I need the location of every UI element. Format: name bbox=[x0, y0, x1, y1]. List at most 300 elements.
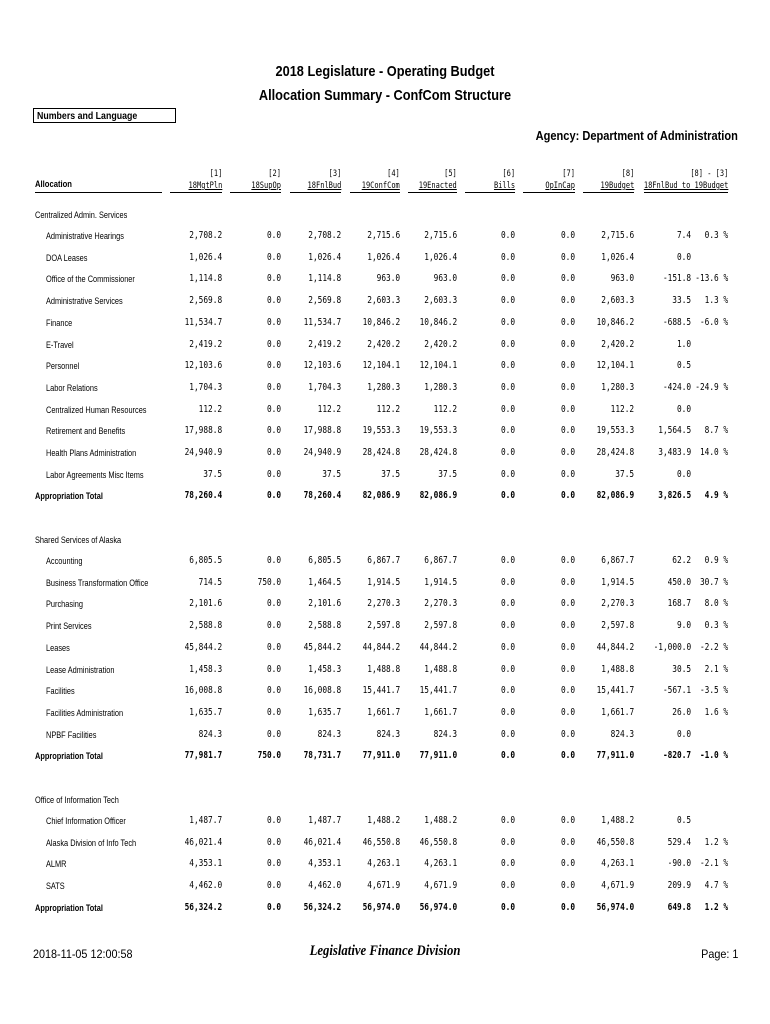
cell-value: 2,597.8 bbox=[367, 620, 400, 632]
table-row bbox=[0, 554, 770, 568]
cell-value: 2,715.6 bbox=[367, 230, 400, 241]
appropriation-total-row-label: Appropriation Total bbox=[35, 751, 103, 762]
cell-value: 12,104.1 bbox=[419, 360, 457, 372]
cell-value: 1,661.7 bbox=[601, 706, 634, 718]
cell-value: 0.0 bbox=[500, 706, 515, 718]
table-row bbox=[0, 294, 770, 308]
table-row bbox=[0, 728, 770, 742]
cell-value: 10,846.2 bbox=[362, 316, 400, 328]
cell-value: 0.0 bbox=[560, 425, 575, 437]
cell-value: 0.0 bbox=[500, 555, 515, 566]
cell-value: 1,914.5 bbox=[367, 576, 400, 588]
cell-value: 2,270.3 bbox=[424, 598, 457, 610]
column-header-number: [6] bbox=[502, 169, 515, 179]
table-row bbox=[0, 251, 770, 265]
table-row-label: Labor Agreements Misc Items bbox=[46, 469, 144, 480]
cell-value: 2.1 % bbox=[704, 663, 728, 675]
cell-value: -567.1 bbox=[662, 685, 691, 697]
cell-value: 44,844.2 bbox=[362, 641, 400, 653]
cell-value: 0.5 bbox=[676, 815, 691, 826]
cell-value: 0.0 bbox=[500, 360, 515, 372]
cell-value: 0.0 bbox=[266, 901, 281, 913]
cell-value: 12,104.1 bbox=[596, 360, 634, 372]
cell-value: 2,603.3 bbox=[424, 295, 457, 307]
cell-value: 24,940.9 bbox=[184, 447, 222, 458]
section-heading bbox=[0, 208, 770, 222]
table-row-label: Facilities bbox=[46, 686, 75, 697]
cell-value: 963.0 bbox=[610, 273, 634, 285]
cell-value: 0.0 bbox=[266, 230, 281, 241]
cell-value: 2,420.2 bbox=[601, 338, 634, 350]
agency-label: Agency: Department of Administration bbox=[535, 128, 738, 143]
cell-value: 0.0 bbox=[500, 381, 515, 393]
cell-value: 0.0 bbox=[266, 728, 281, 740]
cell-value: 19,553.3 bbox=[596, 425, 634, 437]
cell-value: 7.4 bbox=[676, 230, 691, 241]
header-rule bbox=[465, 192, 515, 193]
cell-value: -1.0 % bbox=[699, 750, 728, 762]
cell-value: 46,550.8 bbox=[596, 836, 634, 848]
table-row bbox=[0, 359, 770, 373]
column-header bbox=[494, 168, 515, 192]
cell-value: 4,353.1 bbox=[189, 858, 222, 870]
column-header bbox=[419, 168, 457, 192]
appropriation-total-row-label: Appropriation Total bbox=[35, 491, 103, 502]
table-row-label: Labor Relations bbox=[46, 382, 98, 393]
cell-value: 1,564.5 bbox=[658, 425, 691, 437]
cell-value: 0.0 bbox=[500, 728, 515, 740]
table-row bbox=[0, 641, 770, 655]
appropriation-total-row bbox=[0, 489, 770, 503]
cell-value: 78,260.4 bbox=[303, 490, 341, 502]
table-row-label: Office of the Commissioner bbox=[46, 274, 135, 285]
cell-value: 0.9 % bbox=[704, 555, 728, 566]
cell-value: 0.0 bbox=[500, 447, 515, 458]
cell-value: 78,731.7 bbox=[303, 750, 341, 762]
table-row-label: Business Transformation Office bbox=[46, 577, 149, 588]
cell-value: 2,708.2 bbox=[189, 230, 222, 241]
table-row bbox=[0, 814, 770, 828]
table-row bbox=[0, 706, 770, 720]
cell-value: 0.0 bbox=[266, 360, 281, 372]
cell-value: 1,704.3 bbox=[189, 381, 222, 393]
cell-value: 0.0 bbox=[266, 490, 281, 502]
cell-value: 2,603.3 bbox=[367, 295, 400, 307]
cell-value: 2,597.8 bbox=[601, 620, 634, 632]
cell-value: 1.3 % bbox=[704, 295, 728, 307]
table-row bbox=[0, 857, 770, 871]
cell-value: 78,260.4 bbox=[184, 490, 222, 502]
cell-value: 0.0 bbox=[266, 685, 281, 697]
cell-value: 209.9 bbox=[667, 880, 691, 892]
table-row-label: Facilities Administration bbox=[46, 707, 124, 718]
cell-value: 11,534.7 bbox=[184, 316, 222, 328]
cell-value: 2,420.2 bbox=[424, 338, 457, 350]
cell-value: 4.7 % bbox=[704, 880, 728, 892]
cell-value: 0.0 bbox=[500, 858, 515, 870]
cell-value: 0.0 bbox=[266, 706, 281, 718]
cell-value: 26.0 bbox=[672, 706, 691, 718]
cell-value: 0.3 % bbox=[704, 620, 728, 632]
cell-value: -424.0 bbox=[662, 381, 691, 393]
cell-value: 33.5 bbox=[672, 295, 691, 307]
cell-value: 0.0 bbox=[500, 620, 515, 632]
cell-value: 0.0 bbox=[500, 425, 515, 437]
cell-value: 1,488.2 bbox=[424, 815, 457, 826]
cell-value: 0.0 bbox=[560, 555, 575, 566]
column-header-number: [8] bbox=[621, 169, 634, 179]
cell-value: 37.5 bbox=[615, 468, 634, 480]
cell-value: 46,021.4 bbox=[184, 836, 222, 848]
cell-value: 0.0 bbox=[266, 555, 281, 566]
cell-value: 6,805.5 bbox=[189, 555, 222, 566]
cell-value: 2,419.2 bbox=[308, 338, 341, 350]
table-row-label: NPBF Facilities bbox=[46, 729, 97, 740]
cell-value: 0.0 bbox=[500, 273, 515, 285]
cell-value: 1,280.3 bbox=[367, 381, 400, 393]
cell-value: 0.0 bbox=[266, 880, 281, 892]
cell-value: 824.3 bbox=[198, 728, 222, 740]
cell-value: 0.0 bbox=[560, 447, 575, 458]
table-row bbox=[0, 272, 770, 286]
cell-value: 0.0 bbox=[560, 901, 575, 913]
cell-value: 4,353.1 bbox=[308, 858, 341, 870]
cell-value: 2,101.6 bbox=[189, 598, 222, 610]
column-header-number: [5] bbox=[444, 169, 457, 179]
section-heading-label: Office of Information Tech bbox=[35, 795, 119, 805]
cell-value: 0.0 bbox=[560, 706, 575, 718]
table-row-label: Alaska Division of Info Tech bbox=[46, 837, 137, 848]
cell-value: 824.3 bbox=[610, 728, 634, 740]
cell-value: -820.7 bbox=[662, 750, 691, 762]
column-header-label: 19Budget bbox=[600, 181, 634, 191]
cell-value: 824.3 bbox=[376, 728, 400, 740]
cell-value: 0.0 bbox=[500, 251, 515, 263]
cell-value: 0.0 bbox=[266, 316, 281, 328]
table-row bbox=[0, 338, 770, 352]
cell-value: 0.0 bbox=[676, 468, 691, 480]
header-rule bbox=[230, 192, 281, 193]
table-row bbox=[0, 684, 770, 698]
cell-value: 56,974.0 bbox=[419, 901, 457, 913]
cell-value: 0.0 bbox=[560, 381, 575, 393]
table-row bbox=[0, 597, 770, 611]
cell-value: 15,441.7 bbox=[596, 685, 634, 697]
cell-value: 1,280.3 bbox=[424, 381, 457, 393]
cell-value: 0.0 bbox=[560, 836, 575, 848]
cell-value: 28,424.8 bbox=[596, 447, 634, 458]
cell-value: 1,704.3 bbox=[308, 381, 341, 393]
table-row bbox=[0, 879, 770, 893]
cell-value: 0.0 bbox=[500, 641, 515, 653]
cell-value: 2,715.6 bbox=[601, 230, 634, 241]
column-header bbox=[600, 168, 634, 192]
cell-value: 1,026.4 bbox=[424, 251, 457, 263]
column-header-number: [8] - [3] bbox=[689, 169, 728, 179]
header-rule bbox=[644, 192, 728, 193]
cell-value: -24.9 % bbox=[695, 381, 728, 393]
cell-value: 14.0 % bbox=[699, 447, 728, 458]
cell-value: 4.9 % bbox=[704, 490, 728, 502]
cell-value: 46,550.8 bbox=[362, 836, 400, 848]
cell-value: 0.0 bbox=[500, 468, 515, 480]
cell-value: 0.0 bbox=[560, 728, 575, 740]
cell-value: 0.0 bbox=[560, 576, 575, 588]
cell-value: 0.0 bbox=[560, 295, 575, 307]
column-header-label: 18FnlBud to 19Budget bbox=[643, 181, 728, 191]
column-header-label: 18SupOp bbox=[251, 181, 281, 191]
cell-value: 0.0 bbox=[500, 598, 515, 610]
cell-value: 824.3 bbox=[317, 728, 341, 740]
cell-value: 0.0 bbox=[266, 620, 281, 632]
cell-value: 0.0 bbox=[560, 815, 575, 826]
cell-value: 45,844.2 bbox=[184, 641, 222, 653]
cell-value: 1,488.8 bbox=[424, 663, 457, 675]
cell-value: 0.0 bbox=[266, 641, 281, 653]
header-rule bbox=[170, 192, 222, 193]
cell-value: -90.0 bbox=[667, 858, 691, 870]
cell-value: 4,671.9 bbox=[424, 880, 457, 892]
table-row-label: Leases bbox=[46, 642, 70, 653]
cell-value: 9.0 bbox=[676, 620, 691, 632]
cell-value: -6.0 % bbox=[699, 316, 728, 328]
cell-value: 77,911.0 bbox=[596, 750, 634, 762]
cell-value: 56,974.0 bbox=[362, 901, 400, 913]
table-row bbox=[0, 836, 770, 850]
cell-value: 0.0 bbox=[560, 490, 575, 502]
column-header bbox=[643, 168, 728, 192]
section-heading-label: Centralized Admin. Services bbox=[35, 210, 128, 220]
cell-value: 0.0 bbox=[500, 836, 515, 848]
cell-value: 714.5 bbox=[198, 576, 222, 588]
cell-value: 77,981.7 bbox=[184, 750, 222, 762]
cell-value: 1.0 bbox=[676, 338, 691, 350]
cell-value: 0.0 bbox=[266, 815, 281, 826]
header-rule bbox=[408, 192, 457, 193]
cell-value: 56,974.0 bbox=[596, 901, 634, 913]
cell-value: 2,708.2 bbox=[308, 230, 341, 241]
cell-value: 0.0 bbox=[676, 728, 691, 740]
cell-value: 2,715.6 bbox=[424, 230, 457, 241]
cell-value: 0.0 bbox=[676, 403, 691, 415]
cell-value: 0.0 bbox=[560, 230, 575, 241]
column-header-label: 18FnlBud bbox=[307, 181, 341, 191]
table-row-label: E-Travel bbox=[46, 339, 74, 350]
cell-value: 1,488.8 bbox=[601, 663, 634, 675]
cell-value: 8.7 % bbox=[704, 425, 728, 437]
cell-value: 112.2 bbox=[610, 403, 634, 415]
cell-value: 112.2 bbox=[376, 403, 400, 415]
cell-value: 0.0 bbox=[500, 663, 515, 675]
cell-value: 0.0 bbox=[266, 836, 281, 848]
cell-value: 0.0 bbox=[266, 338, 281, 350]
column-header bbox=[545, 168, 575, 192]
report-subtitle: Allocation Summary - ConfCom Structure bbox=[258, 87, 512, 104]
cell-value: 0.0 bbox=[676, 251, 691, 263]
cell-value: 1,487.7 bbox=[189, 815, 222, 826]
cell-value: 0.0 bbox=[266, 598, 281, 610]
cell-value: 4,462.0 bbox=[189, 880, 222, 892]
cell-value: -2.2 % bbox=[699, 641, 728, 653]
cell-value: 168.7 bbox=[667, 598, 691, 610]
cell-value: 0.0 bbox=[560, 360, 575, 372]
cell-value: 4,671.9 bbox=[601, 880, 634, 892]
column-header-label: 18MgtPln bbox=[188, 181, 222, 191]
appropriation-total-row bbox=[0, 901, 770, 915]
cell-value: 30.5 bbox=[672, 663, 691, 675]
cell-value: 19,553.3 bbox=[362, 425, 400, 437]
column-header-number: [1] bbox=[209, 169, 222, 179]
table-row-label: Health Plans Administration bbox=[46, 448, 137, 458]
table-row-label: Personnel bbox=[46, 361, 80, 372]
cell-value: 1,114.8 bbox=[189, 273, 222, 285]
table-row bbox=[0, 403, 770, 417]
table-row bbox=[0, 468, 770, 482]
cell-value: 3,826.5 bbox=[658, 490, 691, 502]
cell-value: 28,424.8 bbox=[419, 447, 457, 458]
cell-value: 0.0 bbox=[266, 295, 281, 307]
cell-value: -1,000.0 bbox=[653, 641, 691, 653]
cell-value: 750.0 bbox=[257, 750, 281, 762]
cell-value: 2,569.8 bbox=[189, 295, 222, 307]
column-header bbox=[188, 168, 222, 192]
table-row bbox=[0, 381, 770, 395]
cell-value: -2.1 % bbox=[699, 858, 728, 870]
cell-value: 0.0 bbox=[560, 880, 575, 892]
cell-value: 0.3 % bbox=[704, 230, 728, 241]
cell-value: 6,867.7 bbox=[367, 555, 400, 566]
cell-value: -13.6 % bbox=[695, 273, 728, 285]
cell-value: 0.0 bbox=[560, 251, 575, 263]
cell-value: 0.0 bbox=[500, 295, 515, 307]
column-header-label: 19ConfCom bbox=[361, 181, 400, 191]
cell-value: 1,026.4 bbox=[367, 251, 400, 263]
table-row-label: Accounting bbox=[46, 556, 83, 566]
table-row-label: Print Services bbox=[46, 621, 92, 632]
cell-value: 0.0 bbox=[560, 598, 575, 610]
section-heading bbox=[0, 533, 770, 547]
cell-value: 0.0 bbox=[500, 316, 515, 328]
cell-value: 46,021.4 bbox=[303, 836, 341, 848]
cell-value: 0.0 bbox=[266, 425, 281, 437]
cell-value: 10,846.2 bbox=[596, 316, 634, 328]
cell-value: 2,419.2 bbox=[189, 338, 222, 350]
table-row-label: Finance bbox=[46, 317, 73, 328]
cell-value: 0.0 bbox=[560, 468, 575, 480]
cell-value: 1,661.7 bbox=[424, 706, 457, 718]
cell-value: -151.8 bbox=[662, 273, 691, 285]
cell-value: 11,534.7 bbox=[303, 316, 341, 328]
cell-value: 19,553.3 bbox=[419, 425, 457, 437]
header-rule bbox=[35, 192, 162, 193]
cell-value: 44,844.2 bbox=[596, 641, 634, 653]
cell-value: 1.6 % bbox=[704, 706, 728, 718]
cell-value: 0.0 bbox=[266, 251, 281, 263]
cell-value: 649.8 bbox=[667, 901, 691, 913]
table-row-label: Lease Administration bbox=[46, 664, 115, 675]
cell-value: 77,911.0 bbox=[419, 750, 457, 762]
cell-value: 0.5 bbox=[676, 360, 691, 372]
section-heading-label: Shared Services of Alaska bbox=[35, 535, 122, 545]
cell-value: 1,458.3 bbox=[308, 663, 341, 675]
cell-value: 4,462.0 bbox=[308, 880, 341, 892]
numbers-and-language-box bbox=[33, 108, 176, 123]
header-rule bbox=[523, 192, 575, 193]
numbers-and-language-label: Numbers and Language bbox=[37, 111, 138, 122]
cell-value: 1,661.7 bbox=[367, 706, 400, 718]
cell-value: 1,635.7 bbox=[308, 706, 341, 718]
cell-value: 0.0 bbox=[560, 316, 575, 328]
cell-value: 62.2 bbox=[672, 555, 691, 566]
cell-value: 112.2 bbox=[198, 403, 222, 415]
table-row-label: Centralized Human Resources bbox=[46, 404, 147, 415]
column-header-number: [2] bbox=[268, 169, 281, 179]
column-header-label: 19Enacted bbox=[418, 181, 457, 191]
cell-value: 0.0 bbox=[500, 901, 515, 913]
cell-value: 28,424.8 bbox=[362, 447, 400, 458]
table-row-label: DOA Leases bbox=[46, 252, 88, 263]
cell-value: 15,441.7 bbox=[419, 685, 457, 697]
cell-value: 112.2 bbox=[433, 403, 457, 415]
cell-value: 1,026.4 bbox=[308, 251, 341, 263]
cell-value: 0.0 bbox=[266, 447, 281, 458]
cell-value: 37.5 bbox=[381, 468, 400, 480]
cell-value: 37.5 bbox=[203, 468, 222, 480]
cell-value: 1,280.3 bbox=[601, 381, 634, 393]
cell-value: 56,324.2 bbox=[303, 901, 341, 913]
cell-value: 17,988.8 bbox=[184, 425, 222, 437]
table-row-label: SATS bbox=[46, 881, 65, 892]
cell-value: 4,263.1 bbox=[424, 858, 457, 870]
column-header bbox=[307, 168, 341, 192]
cell-value: 112.2 bbox=[317, 403, 341, 415]
cell-value: 0.0 bbox=[500, 685, 515, 697]
cell-value: 0.0 bbox=[560, 858, 575, 870]
cell-value: 6,805.5 bbox=[308, 555, 341, 566]
cell-value: 963.0 bbox=[433, 273, 457, 285]
column-header-number: [4] bbox=[387, 169, 400, 179]
cell-value: 30.7 % bbox=[699, 576, 728, 588]
cell-value: 824.3 bbox=[433, 728, 457, 740]
cell-value: 0.0 bbox=[266, 468, 281, 480]
cell-value: 450.0 bbox=[667, 576, 691, 588]
cell-value: 24,940.9 bbox=[303, 447, 341, 458]
cell-value: 82,086.9 bbox=[419, 490, 457, 502]
cell-value: 44,844.2 bbox=[419, 641, 457, 653]
table-row-label: Retirement and Benefits bbox=[46, 426, 126, 437]
table-row-label: ALMR bbox=[46, 859, 67, 870]
footer-division: Legislative Finance Division bbox=[309, 943, 461, 959]
cell-value: 2,270.3 bbox=[367, 598, 400, 610]
column-header-label: OpInCap bbox=[545, 181, 575, 191]
cell-value: 56,324.2 bbox=[184, 901, 222, 913]
cell-value: 1,487.7 bbox=[308, 815, 341, 826]
cell-value: 17,988.8 bbox=[303, 425, 341, 437]
cell-value: 0.0 bbox=[500, 338, 515, 350]
cell-value: 0.0 bbox=[560, 403, 575, 415]
cell-value: 0.0 bbox=[560, 273, 575, 285]
cell-value: 4,671.9 bbox=[367, 880, 400, 892]
cell-value: 4,263.1 bbox=[367, 858, 400, 870]
cell-value: 10,846.2 bbox=[419, 316, 457, 328]
cell-value: 2,603.3 bbox=[601, 295, 634, 307]
cell-value: 1,464.5 bbox=[308, 576, 341, 588]
cell-value: 1.2 % bbox=[704, 836, 728, 848]
column-header-label: Bills bbox=[493, 181, 515, 191]
cell-value: 0.0 bbox=[500, 750, 515, 762]
cell-value: 12,104.1 bbox=[362, 360, 400, 372]
cell-value: 0.0 bbox=[560, 338, 575, 350]
